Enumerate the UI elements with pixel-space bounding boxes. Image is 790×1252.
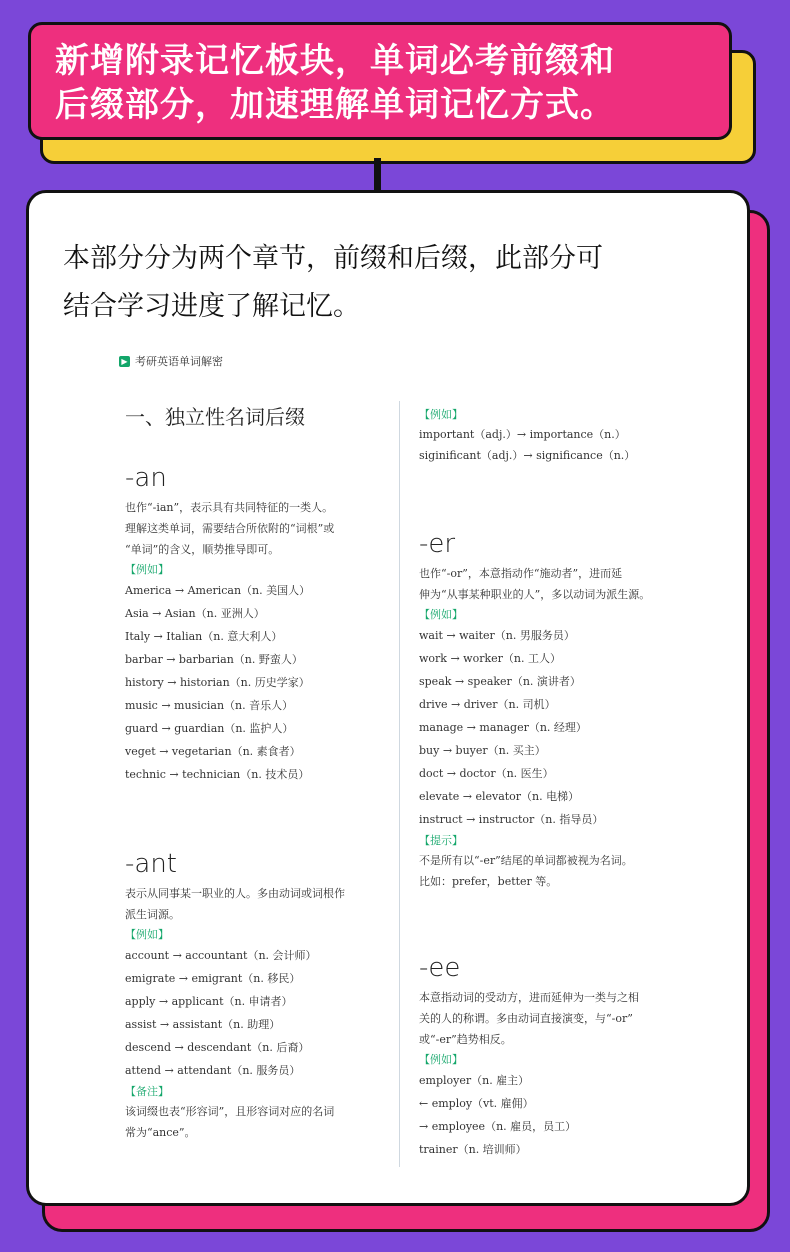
word-entry: attend → attendant（n. 服务员）	[125, 1064, 301, 1077]
suffix-heading: -ant	[125, 849, 177, 879]
word-entry: buy → buyer（n. 买主）	[419, 744, 546, 757]
word-entry: doct → doctor（n. 医生）	[419, 767, 554, 780]
word-entry: speak → speaker（n. 演讲者）	[419, 675, 581, 688]
suffix-desc-line: 也作“-ian”，表示具有共同特征的一类人。	[125, 501, 334, 514]
book-page-preview	[119, 353, 699, 1173]
word-entry: Italy → Italian（n. 意大利人）	[125, 630, 283, 643]
suffix-desc-line: 或“-er”趋势相反。	[419, 1033, 512, 1046]
word-entry: barbar → barbarian（n. 野蛮人）	[125, 653, 303, 666]
tip-tag: 【提示】	[419, 834, 463, 847]
suffix-desc-line: 关的人的称谓。多由动词直接演变，与“-or”	[419, 1012, 633, 1025]
book-header-title: 考研英语单词解密	[135, 355, 223, 368]
suffix-block-er	[419, 529, 681, 892]
suffix-desc-line: 也作“-or”，本意指动作“施动者”，进而延	[419, 567, 623, 580]
word-entry: descend → descendant（n. 后裔）	[125, 1041, 310, 1054]
word-entry: emigrate → emigrant（n. 移民）	[125, 972, 301, 985]
suffix-heading: -an	[125, 463, 167, 493]
word-entry: technic → technician（n. 技术员）	[125, 768, 310, 781]
suffix-desc-line: 表示从同事某一职业的人。多由动词或词根作	[125, 887, 345, 900]
example-tag: 【例如】	[125, 563, 169, 576]
word-entry: important（adj.）→ importance（n.）	[419, 428, 626, 441]
intro-text	[63, 235, 713, 331]
note-line: 常为“ance”。	[125, 1126, 196, 1139]
intro-line-1: 本部分分为两个章节，前缀和后缀，此部分可	[63, 243, 603, 274]
suffix-desc-line: 理解这类单词，需要结合所依附的“词根”或	[125, 522, 335, 535]
section-title: 一、独立性名词后缀	[125, 405, 305, 429]
note-line: 比如：prefer，better 等。	[419, 875, 558, 888]
word-entry: siginificant（adj.）→ significance（n.）	[419, 449, 636, 462]
connector-bar	[374, 158, 381, 190]
note-line: 不是所有以“-er”结尾的单词都被视为名词。	[419, 854, 633, 867]
continued-examples	[419, 405, 681, 466]
word-entry: trainer（n. 培训师）	[419, 1143, 527, 1156]
word-entry: America → American（n. 美国人）	[125, 584, 311, 597]
content-card	[26, 190, 750, 1206]
word-entry: → employee（n. 雇员，员工）	[419, 1120, 577, 1133]
word-entry: work → worker（n. 工人）	[419, 652, 561, 665]
word-entry: history → historian（n. 历史学家）	[125, 676, 310, 689]
word-entry: assist → assistant（n. 助理）	[125, 1018, 281, 1031]
example-tag: 【例如】	[419, 608, 463, 621]
example-tag: 【例如】	[125, 928, 169, 941]
word-entry: guard → guardian（n. 监护人）	[125, 722, 294, 735]
suffix-desc-line: 派生词源。	[125, 908, 180, 921]
column-divider	[399, 401, 400, 1167]
word-entry: veget → vegetarian（n. 素食者）	[125, 745, 301, 758]
suffix-desc-line: 本意指动词的受动方，进而延伸为一类与之相	[419, 991, 639, 1004]
word-entry: wait → waiter（n. 男服务员）	[419, 629, 575, 642]
word-entry: account → accountant（n. 会计师）	[125, 949, 317, 962]
note-tag: 【备注】	[125, 1085, 169, 1098]
banner-line-1: 新增附录记忆板块，单词必考前缀和	[55, 41, 615, 81]
book-logo-icon: ▶	[119, 356, 130, 367]
word-entry: elevate → elevator（n. 电梯）	[419, 790, 580, 803]
example-tag: 【例如】	[419, 408, 463, 421]
word-entry: music → musician（n. 音乐人）	[125, 699, 294, 712]
suffix-desc-line: 伸为“从事某种职业的人”，多以动词为派生源。	[419, 588, 651, 601]
banner-line-2: 后缀部分，加速理解单词记忆方式。	[55, 85, 615, 125]
suffix-block-ee	[419, 953, 681, 1161]
word-entry: drive → driver（n. 司机）	[419, 698, 556, 711]
suffix-block-ant	[125, 849, 387, 1143]
word-entry: apply → applicant（n. 申请者）	[125, 995, 293, 1008]
word-entry: Asia → Asian（n. 亚洲人）	[125, 607, 265, 620]
suffix-heading: -er	[419, 529, 456, 559]
suffix-block-an	[125, 463, 387, 786]
headline-banner	[28, 22, 732, 140]
note-line: 该词缀也表“形容词”，且形容词对应的名词	[125, 1105, 335, 1118]
example-tag: 【例如】	[419, 1053, 463, 1066]
book-header	[119, 353, 223, 369]
word-entry: ← employ（vt. 雇佣）	[419, 1097, 534, 1110]
word-entry: manage → manager（n. 经理）	[419, 721, 587, 734]
word-entry: employer（n. 雇主）	[419, 1074, 530, 1087]
word-entry: instruct → instructor（n. 指导员）	[419, 813, 604, 826]
intro-line-2: 结合学习进度了解记忆。	[63, 291, 360, 322]
suffix-desc-line: “单词”的含义，顺势推导即可。	[125, 543, 280, 556]
suffix-heading: -ee	[419, 953, 461, 983]
